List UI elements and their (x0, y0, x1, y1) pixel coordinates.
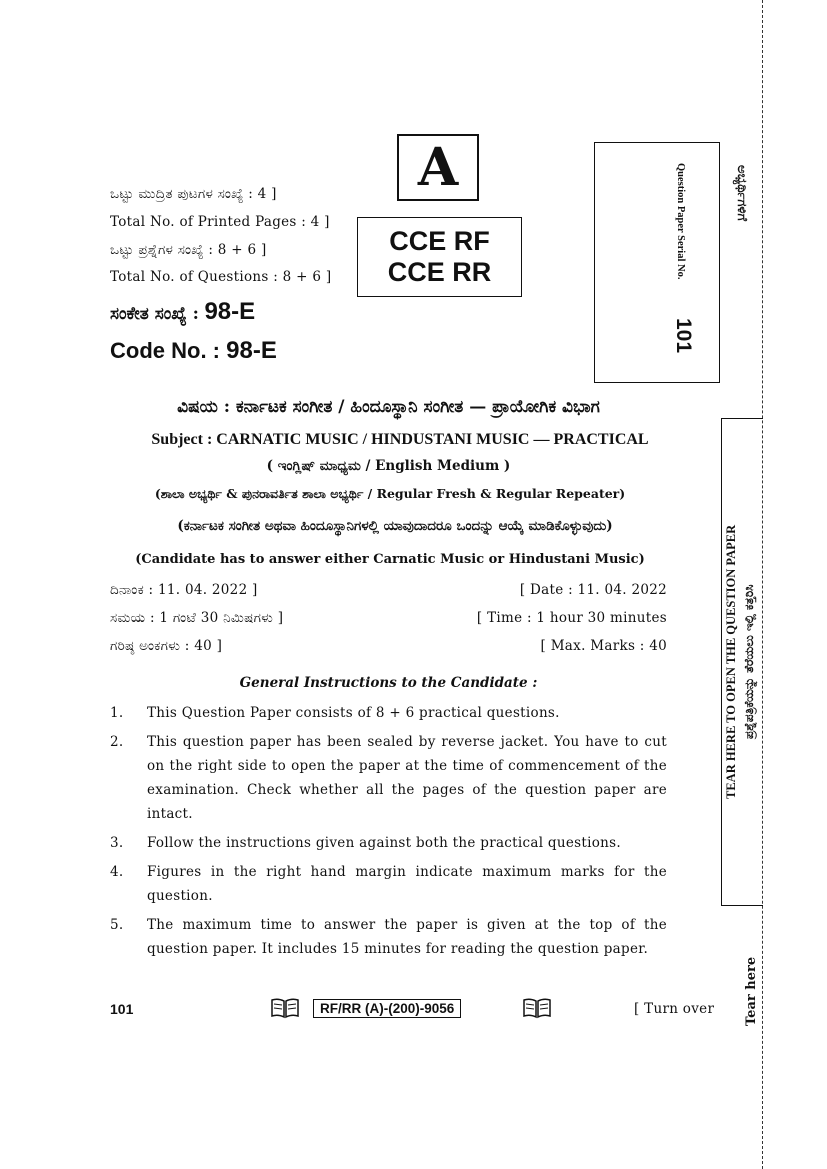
instruction-num: 3. (110, 835, 124, 851)
medium: ( ಇಂಗ್ಲಿಷ್ ಮಾಧ್ಯಮ / English Medium ) (266, 458, 511, 474)
instruction-num: 2. (110, 734, 124, 750)
instruction-item-4 (110, 860, 667, 908)
subject-kannada: ವಿಷಯ : ಕರ್ನಾಟಕ ಸಂಗೀತ / ಹಿಂದೂಸ್ಥಾನಿ ಸಂಗೀತ — ಪ್ರಾಯೋಗಿಕ ವಿಭಾಗ (177, 397, 600, 417)
serial-number: 101 (672, 318, 695, 354)
instruction-text: The maximum time to answer the paper is given at the top of the question paper. It includes 15 minutes for reading the question paper. (147, 917, 667, 957)
option-english: (Candidate has to answer either Carnatic Music or Hindustani Music) (135, 552, 645, 567)
time-english: [ Time : 1 hour 30 minutes (476, 610, 667, 626)
serial-label: Question Paper Serial No. (675, 163, 686, 280)
instruction-text: Figures in the right hand margin indicate maximum marks for the question. (147, 864, 667, 904)
instructions-title: General Instructions to the Candidate : (239, 675, 538, 691)
instruction-item-5 (110, 913, 667, 961)
footer-page-number: 101 (110, 1001, 134, 1017)
questions-english: Total No. of Questions : 8 + 6 ] (110, 269, 332, 285)
course-2: CCE RR (387, 257, 492, 287)
instruction-item-1 (110, 701, 667, 725)
candidate-type: (ಶಾಲಾ ಅಭ್ಯರ್ಥಿ & ಪುನರಾವರ್ತಿತ ಶಾಲಾ ಅಭ್ಯರ್ಥಿ / Regular Fresh & Regular Repeater) (154, 486, 626, 501)
instruction-num: 4. (110, 864, 124, 880)
book-icon-left (270, 996, 300, 1026)
subject-english: Subject : CARNATIC MUSIC / HINDUSTANI MUSIC — PRACTICAL (151, 431, 649, 448)
tear-box[interactable] (721, 418, 763, 906)
code-english (110, 337, 277, 365)
marks-english: [ Max. Marks : 40 (540, 638, 667, 654)
instruction-text: Follow the instructions given against both the practical questions. (147, 835, 621, 851)
code-kannada (110, 298, 255, 326)
paper-version: A (417, 137, 459, 198)
footer-code: RF/RR (A)-(200)-9056 (313, 999, 461, 1018)
course-box (357, 217, 522, 297)
code-kannada-label: ಸಂಕೇತ ಸಂಖ್ಯೆ : (110, 304, 199, 324)
paper-version-box (397, 134, 479, 201)
turn-over: [ Turn over (634, 1001, 715, 1017)
instruction-text: This Question Paper consists of 8 + 6 practical questions. (147, 705, 560, 721)
instruction-text: This question paper has been sealed by reverse jacket. You have to cut on the right side to open the paper at the time of commencement of the examination. Check whether all the pages of the question paper are intact. (147, 734, 667, 822)
instruction-num: 1. (110, 705, 124, 721)
instruction-num: 5. (110, 917, 124, 933)
side-kannada-label: ಅಭ್ಯರ್ಥಿಗಳಿಗೆ (734, 165, 749, 222)
instruction-item-2 (110, 730, 667, 826)
course-1: CCE RF (389, 226, 490, 256)
option-kannada: (ಕರ್ನಾಟಕ ಸಂಗೀತ ಅಥವಾ ಹಿಂದೂಸ್ಥಾನಿಗಳಲ್ಲಿ ಯಾವುದಾದರೂ ಒಂದನ್ನು ಆಯ್ಕೆ ಮಾಡಿಕೊಳ್ಳುವುದು) (177, 518, 613, 534)
pages-english: Total No. of Printed Pages : 4 ] (110, 214, 330, 230)
tear-label-kannada: ಪ್ರಶ್ನೆಪತ್ರಿಕೆಯನ್ನು ತೆರೆಯಲು ಇಲ್ಲಿ ಕತ್ತರಿಸಿ (742, 584, 756, 740)
time-kannada: ಸಮಯ : 1 ಗಂಟೆ 30 ನಿಮಿಷಗಳು ] (110, 610, 284, 626)
tear-label-english: TEAR HERE TO OPEN THE QUESTION PAPER (724, 524, 738, 800)
book-icon-right (522, 996, 552, 1026)
code-english-value: 98-E (226, 337, 277, 364)
questions-kannada: ಒಟ್ಟು ಪ್ರಶ್ನೆಗಳ ಸಂಖ್ಯೆ : 8 + 6 ] (110, 242, 267, 258)
pages-kannada: ಒಟ್ಟು ಮುದ್ರಿತ ಪುಟಗಳ ಸಂಖ್ಯೆ : 4 ] (110, 186, 277, 202)
date-kannada: ದಿನಾಂಕ : 11. 04. 2022 ] (110, 582, 258, 598)
code-kannada-value: 98-E (204, 298, 256, 325)
date-english: [ Date : 11. 04. 2022 (519, 582, 667, 598)
serial-box (594, 142, 720, 383)
tear-here-small: Tear here (744, 956, 759, 1026)
marks-kannada: ಗರಿಷ್ಠ ಅಂಕಗಳು : 40 ] (110, 638, 223, 654)
code-english-label: Code No. : (110, 338, 220, 363)
instruction-item-3 (110, 831, 667, 855)
